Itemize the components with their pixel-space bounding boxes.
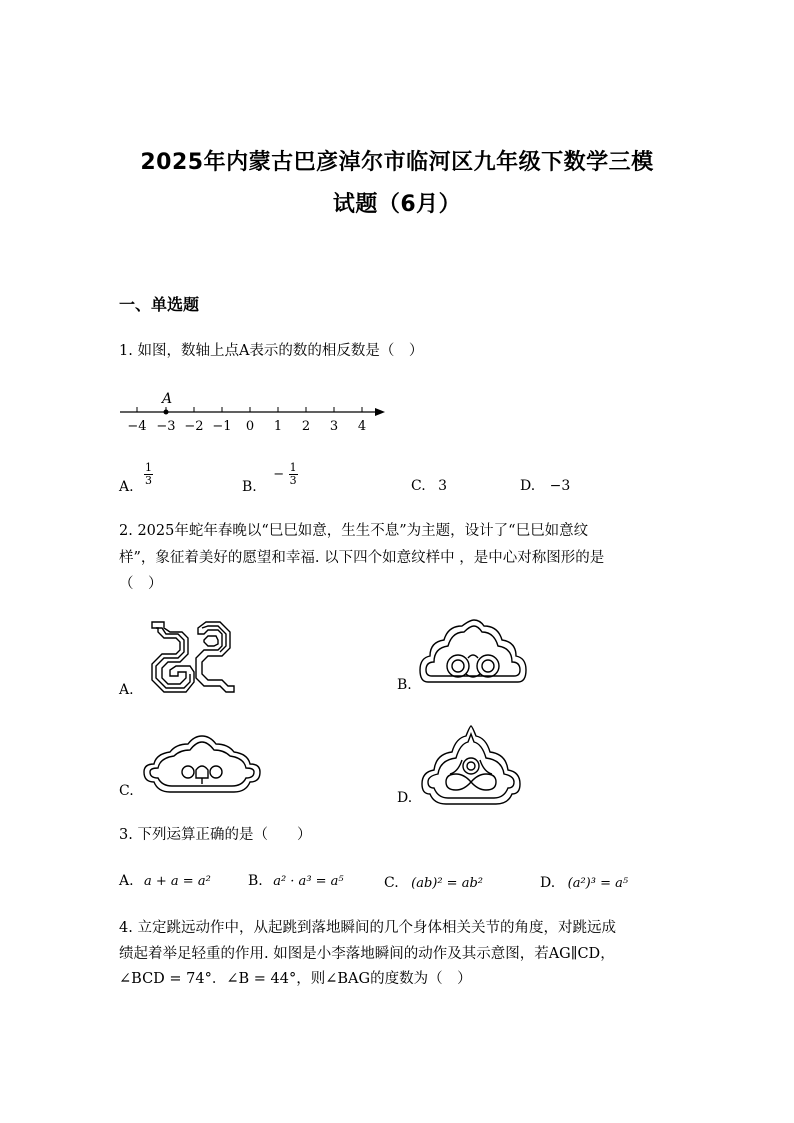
- tick-label: −1: [212, 419, 232, 434]
- ruyi-pattern-a-image[interactable]: [148, 618, 238, 698]
- question-3-text: 3. 下列运算正确的是（ ）: [119, 827, 312, 843]
- question-2-line2: 样”，象征着美好的愿望和幸福. 以下四个如意纹样中 ，是中心对称图形的是: [119, 550, 605, 566]
- option-value: 3: [438, 478, 448, 494]
- option-label: B.: [242, 479, 257, 495]
- q1-option-b[interactable]: [242, 461, 298, 495]
- option-value: −3: [549, 478, 571, 494]
- q2-option-a-label: A.: [119, 682, 134, 698]
- fraction: [289, 462, 298, 487]
- q3-option-d[interactable]: [540, 875, 628, 891]
- numerator: 1: [145, 461, 153, 474]
- option-label: C.: [411, 478, 426, 494]
- tick-label: 3: [329, 419, 339, 434]
- point-a-marker: [164, 410, 169, 415]
- q1-option-c[interactable]: [411, 478, 447, 494]
- question-1-text: 1. 如图，数轴上点A表示的数的相反数是（ ）: [119, 343, 424, 359]
- q3-option-a[interactable]: [119, 873, 211, 889]
- q3-option-b[interactable]: [248, 873, 344, 889]
- section-heading: 一、单选题: [119, 295, 200, 314]
- question-4-line2: 绩起着举足轻重的作用. 如图是小李落地瞬间的动作及其示意图，若AG∥CD，: [119, 946, 615, 962]
- number-line-figure: [117, 388, 397, 438]
- ruyi-pattern-d-image[interactable]: [420, 724, 522, 806]
- option-label: A.: [119, 873, 134, 889]
- document-title-line1: 2025年内蒙古巴彦淖尔市临河区九年级下数学三模: [140, 150, 654, 175]
- question-4-line1: 4. 立定跳远动作中，从起跳到落地瞬间的几个身体相关关节的角度，对跳远成: [119, 920, 616, 936]
- point-a-label: A: [162, 391, 173, 407]
- tick-label: 2: [301, 419, 311, 434]
- q1-option-a[interactable]: [119, 461, 153, 495]
- q2-option-c-label: C.: [119, 783, 134, 799]
- question-2-line3: （ ）: [119, 576, 163, 592]
- option-expression: a + a = a²: [144, 874, 211, 889]
- denominator: 3: [289, 474, 297, 487]
- tick-label: 1: [273, 419, 283, 434]
- option-expression: (a²)³ = a⁵: [567, 876, 629, 891]
- q3-option-c[interactable]: [384, 875, 483, 891]
- minus-sign: −: [273, 467, 285, 482]
- q2-option-b-label: B.: [397, 677, 412, 693]
- tick-label: 0: [245, 419, 255, 434]
- document-title-line2: 试题（6月）: [332, 192, 462, 217]
- ruyi-pattern-b-image[interactable]: [418, 618, 528, 690]
- q2-option-d-label: D.: [397, 790, 413, 806]
- option-expression: a² · a³ = a⁵: [273, 874, 344, 889]
- tick-label: 4: [357, 419, 367, 434]
- option-label: A.: [119, 479, 134, 495]
- denominator: 3: [145, 474, 153, 487]
- numerator: 1: [289, 461, 297, 474]
- q1-option-d[interactable]: [520, 478, 570, 494]
- question-4-line3: ∠BCD = 74°．∠B = 44°，则∠BAG的度数为（ ）: [119, 971, 472, 987]
- option-label: B.: [248, 873, 263, 889]
- option-label: D.: [540, 875, 556, 891]
- option-expression: (ab)² = ab²: [411, 876, 483, 891]
- option-label: D.: [520, 478, 536, 494]
- ruyi-pattern-c-image[interactable]: [142, 734, 262, 796]
- option-label: C.: [384, 875, 399, 891]
- tick-label: −2: [184, 419, 204, 434]
- question-2-line1: 2. 2025年蛇年春晚以“巳巳如意，生生不息”为主题，设计了“巳巳如意纹: [119, 523, 589, 539]
- tick-label: −4: [127, 419, 147, 434]
- fraction: [144, 462, 153, 487]
- tick-label: −3: [156, 419, 176, 434]
